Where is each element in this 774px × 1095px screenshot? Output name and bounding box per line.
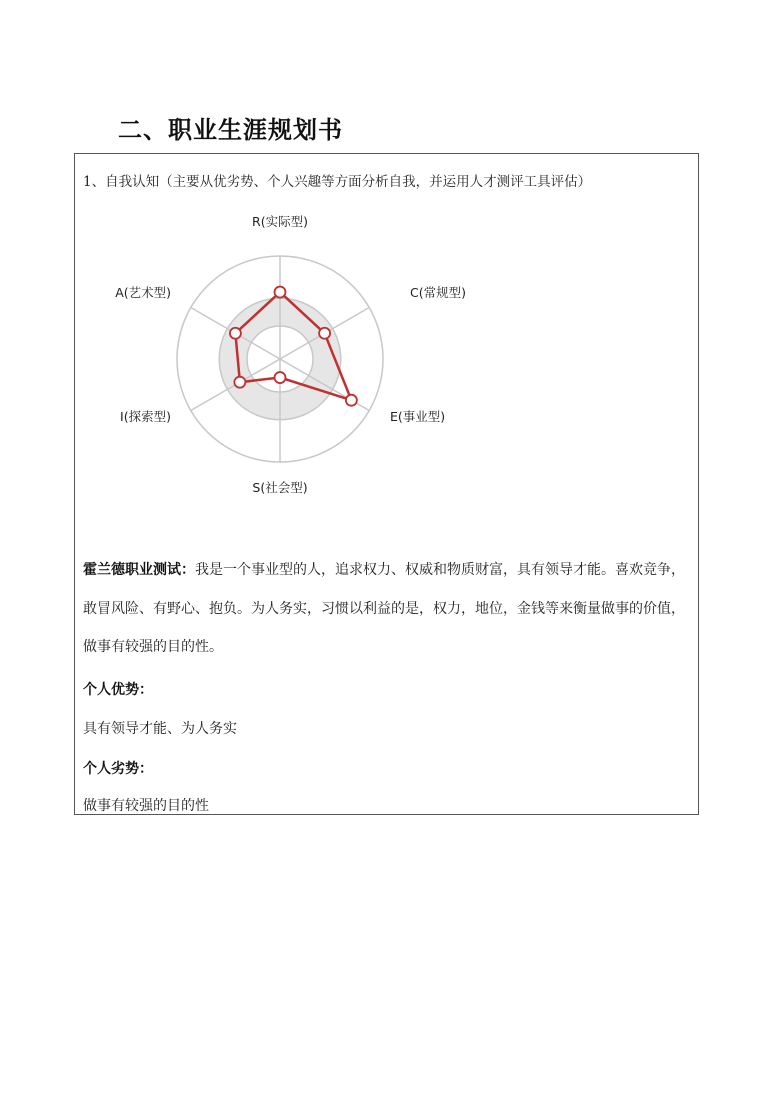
radar-axis-label: R(实际型): [252, 214, 308, 229]
radar-point: [234, 377, 245, 388]
career-plan-table: [74, 153, 699, 815]
strengths-text: 具有领导才能、为人务实: [83, 721, 237, 737]
holland-text: 我是一个事业型的人，追求权力、权威和物质财富，具有领导才能。喜欢竞争，敢冒风险、有野心、抱负。为人务实，习惯以利益的是，权力，地位，金钱等来衡量做事的价值，做事有较强的目的性。: [83, 562, 685, 655]
weaknesses-text: 做事有较强的目的性: [83, 798, 209, 814]
radar-point: [275, 372, 286, 383]
radar-axis-label: I(探索型): [120, 409, 171, 424]
self-knowledge-intro: 1、自我认知（主要从优劣势、个人兴趣等方面分析自我，并运用人才测评工具评估）: [83, 174, 592, 190]
holland-result: [83, 551, 693, 667]
strengths-title: 个人优势：: [83, 682, 153, 698]
radar-axis-label: A(艺术型): [115, 285, 171, 300]
holland-label: 霍兰德职业测试：: [83, 562, 195, 578]
radar-point: [275, 287, 286, 298]
radar-point: [346, 395, 357, 406]
page-title: 二、职业生涯规划书: [118, 116, 343, 144]
holland-radar-chart: [75, 154, 700, 524]
radar-point: [319, 328, 330, 339]
weaknesses-title: 个人劣势：: [83, 761, 153, 777]
radar-point: [230, 328, 241, 339]
radar-axis-label: E(事业型): [390, 409, 446, 424]
radar-axis-label: C(常规型): [410, 285, 466, 300]
radar-axis-label: S(社会型): [252, 480, 308, 495]
